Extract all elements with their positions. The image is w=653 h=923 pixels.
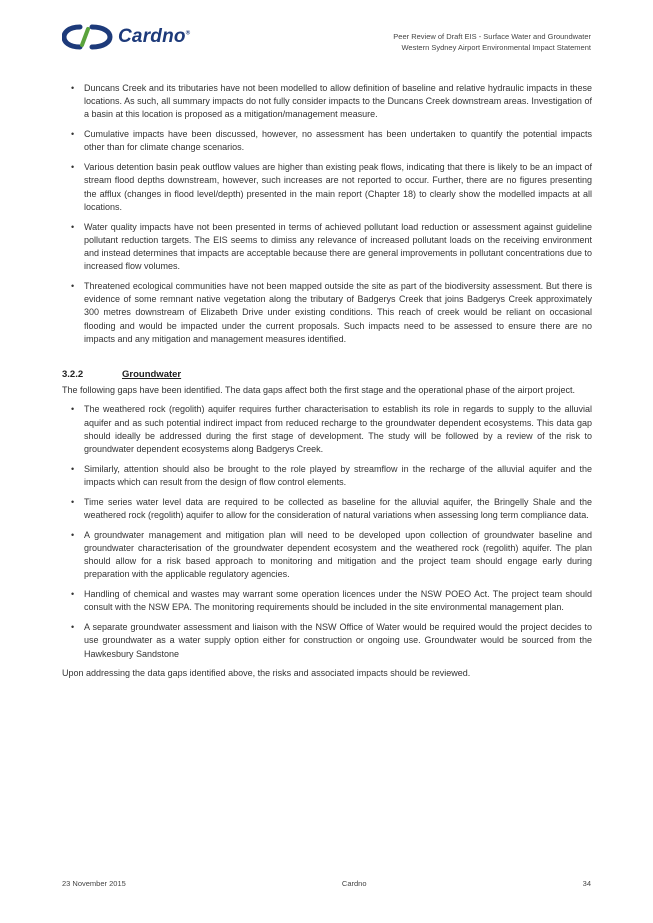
surface-water-gap-list: [62, 82, 592, 346]
closing-paragraph: Upon addressing the data gaps identified above, the risks and associated impacts should be reviewed.: [62, 668, 471, 679]
header-subtitle: Western Sydney Airport Environmental Impact Statement: [401, 43, 591, 52]
list-item: • Duncans Creek and its tributaries have not been modelled to allow definition of baseline and relative hydraulic impacts in these locations. As such, all summary impacts do not fully consider impacts to the Duncans Creek downstream areas. Investigation of a basin at this location is proposed as a mitigation/management measure.: [71, 82, 592, 122]
list-item: • A separate groundwater assessment and liaison with the NSW Office of Water would be required would the project decides to use groundwater as a water supply option either for construction or ongoing use. Groundwater would be sourced from the Hawkesbury Sandstone: [71, 621, 592, 661]
section-number: 3.2.2: [62, 369, 84, 381]
section-title: Groundwater: [122, 369, 182, 381]
cardno-logo: [62, 22, 190, 52]
header-title: Peer Review of Draft EIS - Surface Water and Groundwater: [393, 32, 591, 41]
list-item: • A groundwater management and mitigation plan will need to be developed upon collection of groundwater baseline and groundwater characterisation of the groundwater dependent ecosystem and the weathered rock (regolith) aquifer. The plan should allow for a risk based approach to monitoring and mitigation and the project team should engage early during preparation with the applicable regulatory agencies.: [71, 529, 592, 582]
document-body: [62, 82, 592, 687]
footer-company: Cardno: [341, 879, 367, 888]
document-header: [393, 31, 591, 53]
footer-date: 23 November 2015: [62, 879, 126, 888]
list-item: • Cumulative impacts have been discussed, however, no assessment has been undertaken to quantify the potential impacts other than for climate change scenarios.: [71, 128, 592, 154]
list-item: • Various detention basin peak outflow values are higher than existing peak flows, indicating that there is likely to be an impact of stream flood depths downstream, however, such increases are not reported to occur. Further, there are no figures presenting the afflux (changes in flood level/depth) presented in the main report (Chapter 18) to clearly show the modelled impacts at all locations.: [71, 161, 592, 214]
list-item: • Threatened ecological communities have not been mapped outside the site as part of the biodiversity assessment. But there is evidence of some remnant native vegetation along the tributary of Badgerys Creek that joins Badgerys Creek approximately 300 metres downstream of Elizabeth Drive under existing conditions. This reach of creek would be reliant on occasional flooding and would be impacted under the current proposals. Such impacts need to be assessed to ensure there are no impacts and any mitigation and management measures identified.: [71, 280, 592, 346]
cardno-logo-icon: [62, 23, 114, 51]
section-intro: The following gaps have been identified. The data gaps affect both the first stage and the operational phase of the airport project.: [62, 385, 576, 396]
section-heading: [62, 368, 592, 381]
groundwater-gap-list: [62, 403, 592, 660]
document-footer: [62, 879, 591, 888]
page-number: 34: [582, 879, 591, 888]
list-item: • Water quality impacts have not been presented in terms of achieved pollutant load reduction or assessment against guideline pollutant reduction targets. The EIS seems to dimiss any relevance of increased pollutant loads on the receiving environment and instead determines that impacts are acceptable because there are general improvements in pollutant concentrations due to increased flow volumes.: [71, 221, 592, 274]
list-item: • Similarly, attention should also be brought to the role played by streamflow in the recharge of the alluvial aquifer and the impacts which can result from the design of flow control elements.: [71, 463, 592, 489]
list-item: • Handling of chemical and wastes may warrant some operation licences under the NSW POEO Act. The project team should consult with the NSW EPA. The monitoring requirements should be included in the site environmental management plan.: [71, 588, 592, 614]
list-item: • Time series water level data are required to be collected as baseline for the alluvial aquifer, the Bringelly Shale and the weathered rock (regolith) aquifer to allow for the consideration of natural variations when assessing long term compliance data.: [71, 496, 592, 522]
list-item: • The weathered rock (regolith) aquifer requires further characterisation to establish its role in regards to supply to the alluvial aquifer and as such potential indirect impact from reduced recharge to the groundwater dependent ecosystems. This data gap should ideally be addressed during the first stage of development. The study will be followed by a review of the risk to groundwater dependent ecosystems along Badgerys Creek.: [71, 403, 592, 456]
brand-name: Cardno®: [118, 26, 191, 47]
